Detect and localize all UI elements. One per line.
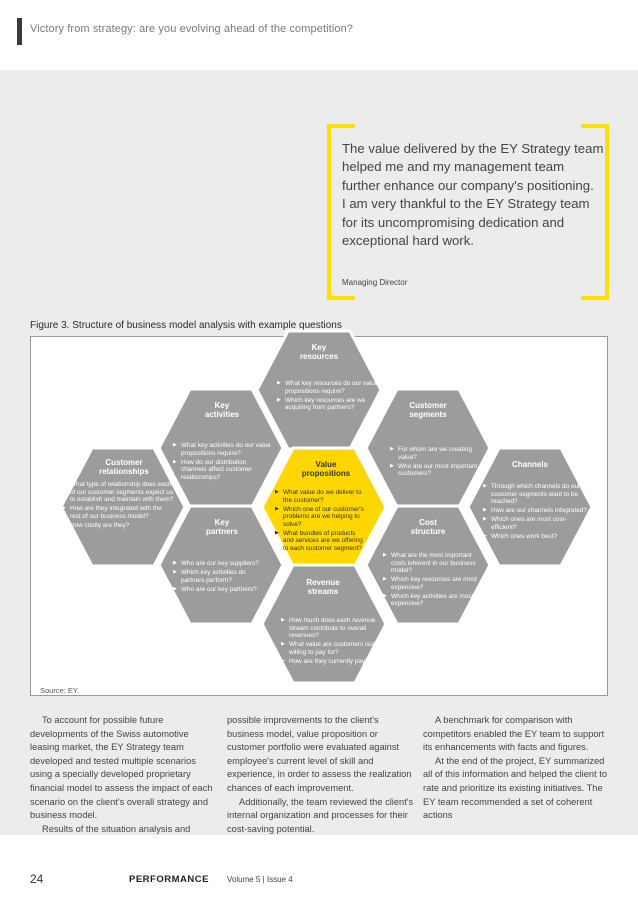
question-item: ▶ Which key activities do partners perform? (173, 569, 269, 584)
question-item: ▶ Which key activities are most expensive? (383, 593, 479, 608)
question-item: ▶ How do our distribution channels affect customer relationships? (173, 459, 273, 482)
paragraph: possible improvements to the client's business model, value proposition or customer portfolio were evaluated against employee's current level of skill and experience, in order to assess the realization chances of each improvement. (227, 715, 412, 793)
question-item: ▶ For whom are we creating value? (390, 446, 482, 461)
paragraph: At the end of the project, EY summarized all of this information and helped the client to rate and prioritize its existing initiatives. The EY team recommended a set of coherent actions (423, 755, 607, 821)
magazine-logo: PERFORMANCE (129, 874, 209, 885)
question-item: ▶ How are our channels integrated? (483, 507, 587, 515)
hex-label-channels: Channels (511, 460, 548, 469)
question-item: ▶ Which key resources are we acquiring from partners? (277, 397, 387, 412)
hex-label-cost-structure: Cost structure (410, 518, 446, 536)
body-column-2 (227, 714, 417, 836)
question-item: ▶ What key activities do our value propositions require? (173, 442, 273, 457)
question-item: ▶ Which ones are most cost-efficient? (483, 516, 587, 531)
question-item: ▶ What bundles of products and services are we offering to each customer segment? (275, 530, 367, 553)
figure-source: Source: EY. (40, 686, 80, 695)
questions-key-activities (173, 442, 273, 483)
question-item: ▶ Who are our key partners? (173, 586, 269, 594)
hex-label-key-partners: Key partners (205, 518, 238, 536)
body-column-1 (30, 714, 220, 836)
paragraph: To account for possible future developments of the Swiss automotive leasing market, the EY Strategy team developed and tested multiple scenarios using a specially developed proprietary financial model to assess the impact of each scenario on the client's overall strategy and business model. (30, 715, 213, 821)
questions-cost-structure (383, 552, 479, 609)
questions-value-propositions (275, 489, 367, 554)
question-item: ▶ Who are our key suppliers? (173, 560, 269, 568)
questions-customer-segments (390, 446, 482, 479)
questions-key-resources (277, 380, 387, 413)
question-item: ▶ How are they currently paying? (281, 658, 385, 666)
questions-revenue-streams (281, 617, 385, 667)
hex-label-customer-segments: Customer segments (409, 401, 447, 419)
question-item: ▶ How much does each revenue stream contribute to overall revenues? (281, 617, 385, 640)
running-header: Victory from strategy: are you evolving ahead of the competition? (30, 23, 354, 35)
question-item: ▶ How are they integrated with the rest of our business model? (62, 505, 174, 520)
question-item: ▶ Which one of our customer's problems are we helping to solve? (275, 506, 367, 529)
question-item: ▶ What type of relationship does each of our customer segments expect us to establish and maintain with them? (62, 481, 174, 504)
questions-channels (483, 483, 587, 542)
page-number: 24 (30, 872, 44, 886)
hex-label-key-activities: Key activities (204, 401, 240, 419)
questions-customer-relationships (62, 481, 174, 531)
questions-key-partners (173, 560, 269, 595)
hex-label-key-resources: Key resources (299, 343, 339, 361)
paragraph: Additionally, the team reviewed the client's internal organization and processes for their cost-saving potential. (227, 796, 414, 834)
question-item: ▶ Who are our most important customers? (390, 463, 482, 478)
body-column-3 (423, 714, 613, 823)
question-item: ▶ Which key resources are most expensive? (383, 576, 479, 591)
quote-author: Managing Director (342, 278, 408, 287)
hex-label-customer-relationships: Customer relationships (99, 458, 149, 476)
paragraph: A benchmark for comparison with competitors enabled the EY team to support its enhancements with facts and figures. (423, 715, 605, 753)
question-item: ▶ What are the most important costs inherent in our business model? (383, 552, 479, 575)
quote-line: I am very thankful to the EY Strategy team for its uncompromising dedication and exceptional hard work. (342, 196, 590, 249)
question-item: ▶ Through which channels do our customer segments want to be reached? (483, 483, 587, 506)
question-item: ▶ Which ones work best? (483, 533, 587, 541)
question-item: ▶ What value are customers really willing to pay for? (281, 641, 385, 656)
figure-title: Figure 3. Structure of business model analysis with example questions (30, 320, 342, 331)
question-item: ▶ What value do we deliver to the customer? (275, 489, 367, 504)
issue-info: Volume 5 | Issue 4 (227, 875, 293, 884)
question-item: ▶ How costly are they? (62, 522, 174, 530)
quote-line: The value delivered by the EY Strategy team helped me and my management team further enhance our company's positioning. (342, 141, 604, 193)
hex-label-revenue-streams: Revenue streams (306, 578, 340, 596)
paragraph: Results of the situation analysis and (42, 823, 191, 834)
question-item: ▶ What key resources do our value propositions require? (277, 380, 387, 395)
hex-label-value-propositions: Value propositions (301, 460, 351, 478)
